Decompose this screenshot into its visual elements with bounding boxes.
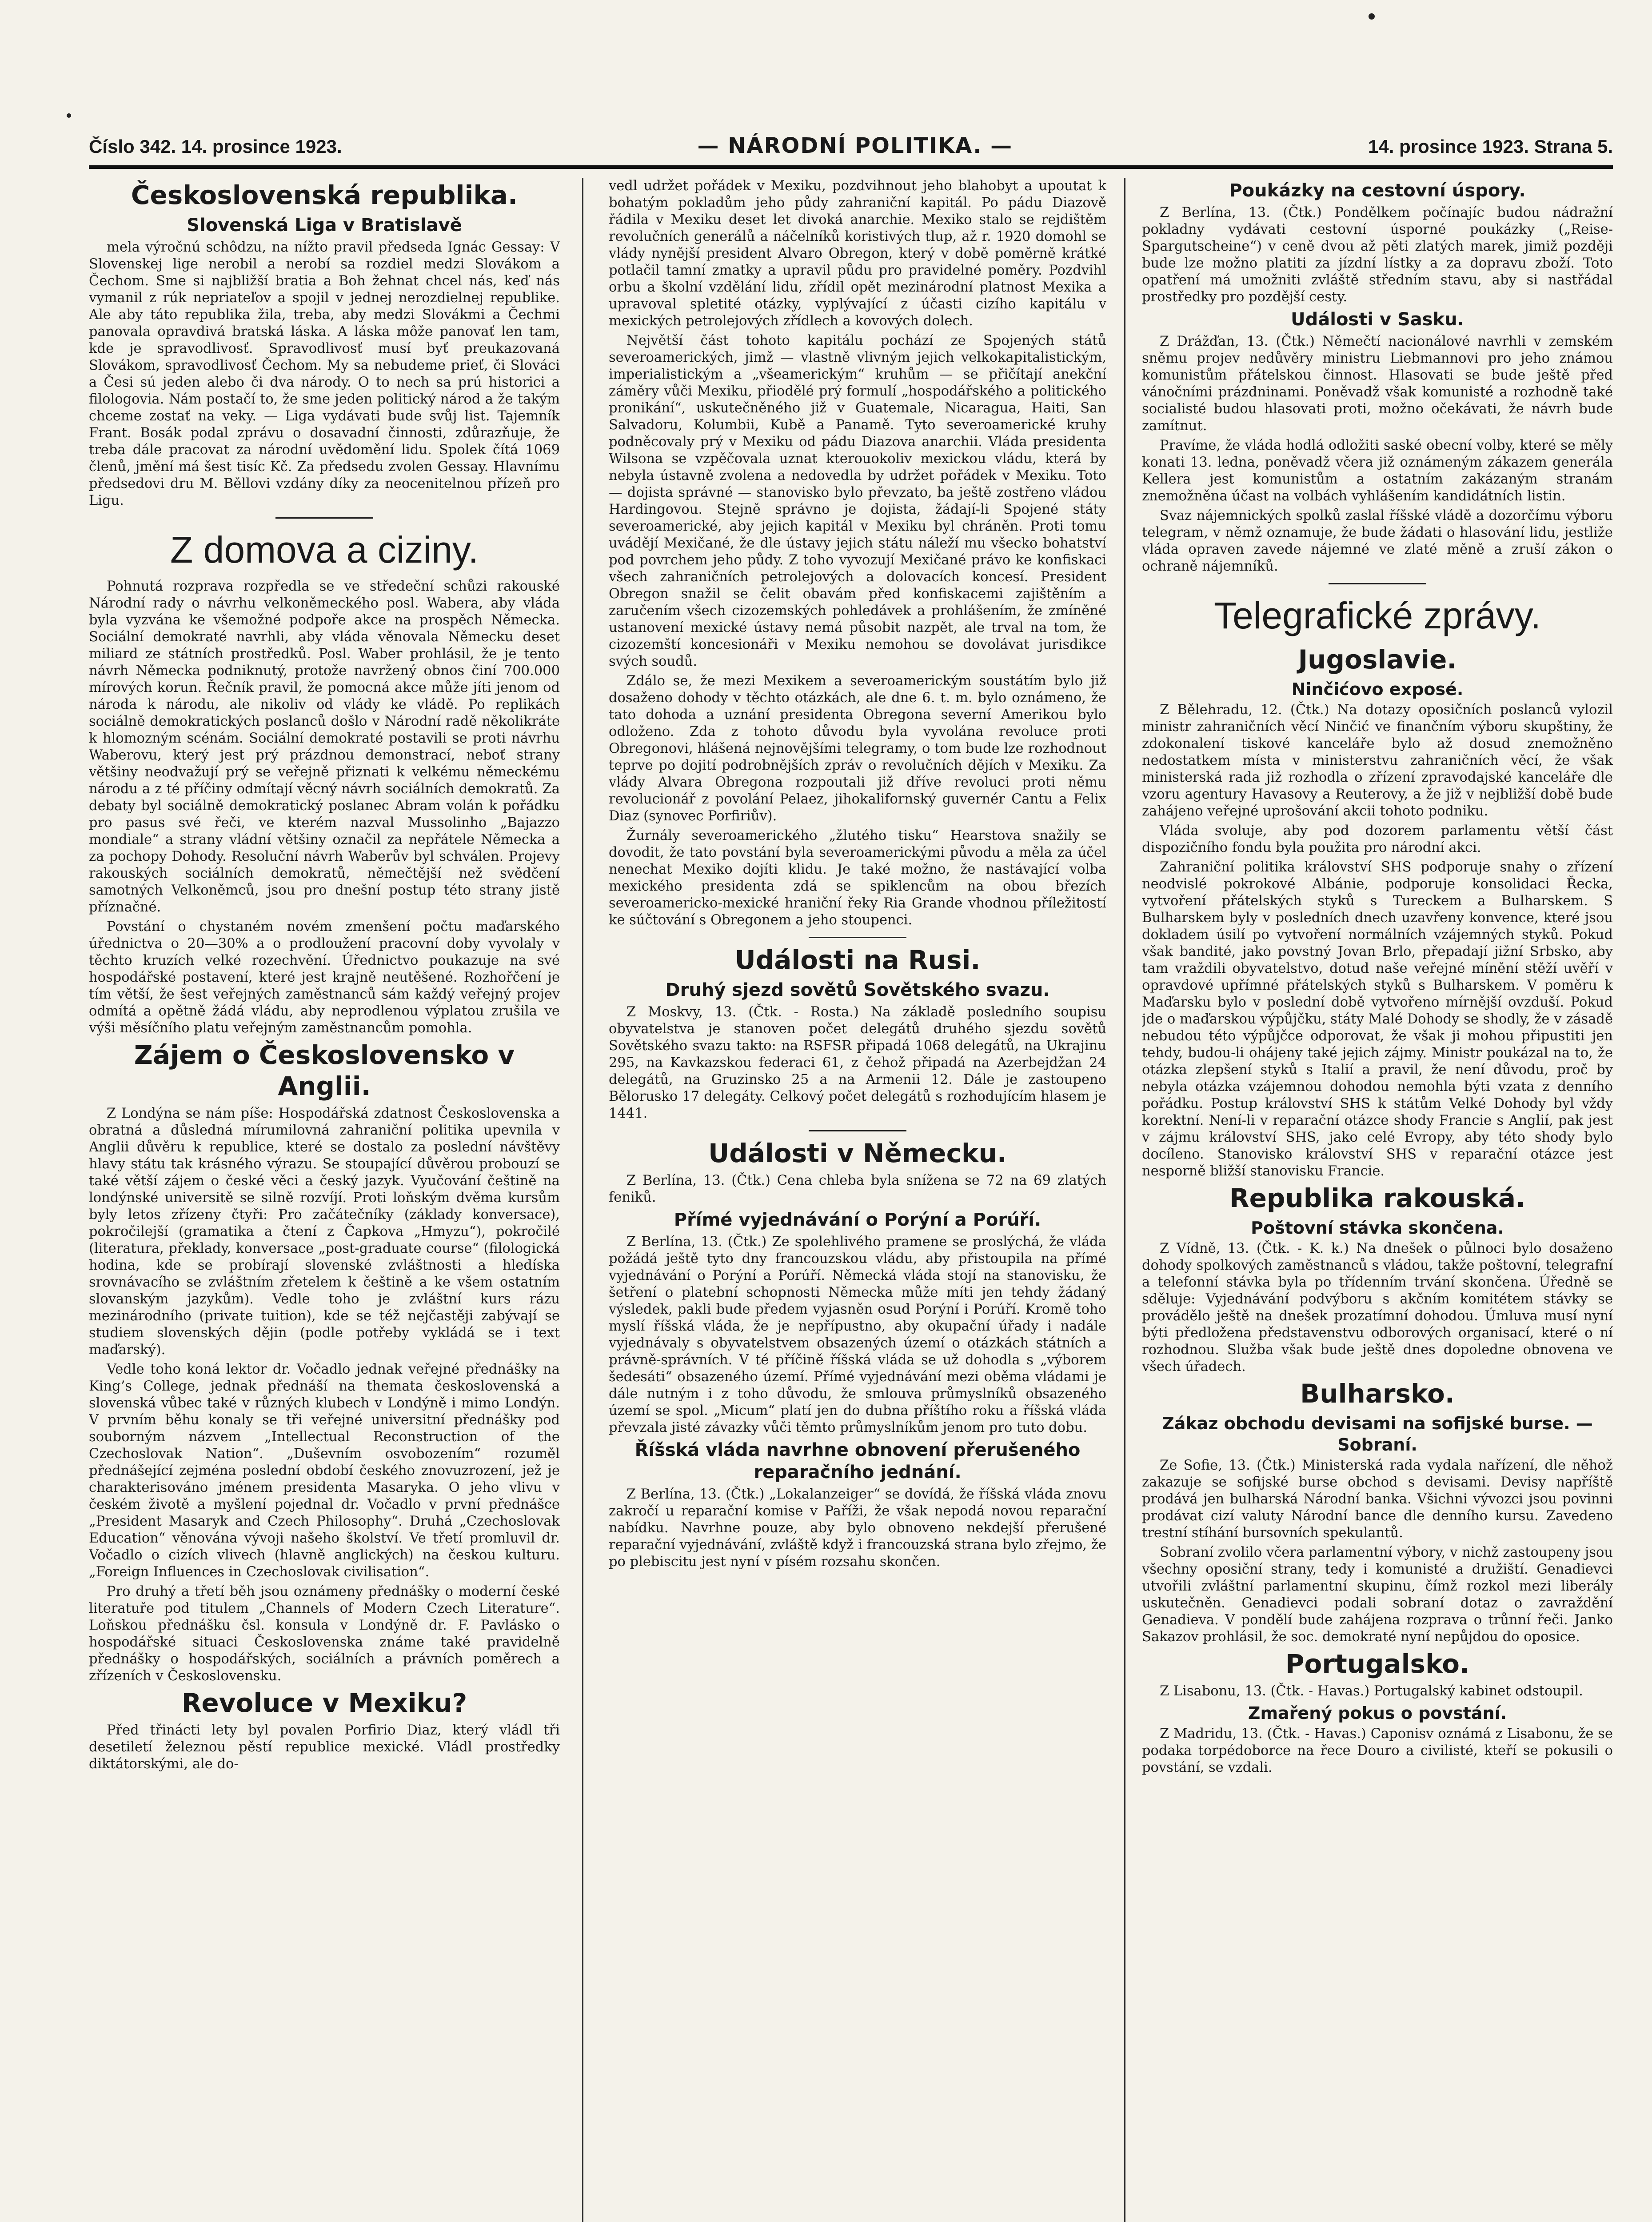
country-title: Jugoslavie. — [1298, 644, 1457, 675]
masthead — [89, 133, 1613, 160]
country-title: Portugalsko. — [1285, 1649, 1469, 1679]
article-title: Poštovní stávka skončena. — [1251, 1218, 1504, 1238]
article-paragraph: Z Berlína, 13. (Čtk.) Pondělkem počínajíc budou nádražní pokladny vydávati cestovní úsporné poukázky („Reise-Spargutscheine“) v ceně dvou až pěti zlatých marek, jimiž později bude lze možno platiti za jízdní lístky a za dopravu zboží. Toto opatření má umožniti zvláště středním stavu, aby si nastřádal prostředky pro pozdější cesty. — [1142, 205, 1613, 305]
divider — [275, 517, 373, 519]
column-3 — [1142, 178, 1613, 2222]
divider — [809, 1130, 906, 1131]
article-paragraph: Z Berlína, 13. (Čtk.) Cena chleba byla snížena se 72 na 69 zlatých feniků. — [609, 1173, 1106, 1205]
article-title: Druhý sjezd sovětů Sovětského svazu. — [665, 980, 1050, 1000]
country-title: Bulharsko. — [1300, 1379, 1455, 1409]
article-paragraph: Vedle toho koná lektor dr. Vočadlo jednak veřejné přednášky na King’s College, jednak přednáší na themata československá a slovenská vůbec také v různých klubech v Londýně i mimo Londýn. V prvním běhu konaly se tři veřejné universitní přednášky pod souborným názvem „Intellectual Reconstruction of the Czechoslovak Nation“. „Duševním osvobozením“ rozuměl přednášející zejména poslední období českého znovuzrození, jež je charakterisováno jménem presidenta Masaryka. O jeho vlivu v českém životě a myšlení pojednal dr. Vočadlo v první přednášce „President Masaryk and Czech Philosophy“. Druhá „Czechoslovak Education“ věnována vývoji našeho školství. Ve třetí promluvil dr. Vočadlo o cizích vlivech (hlavně anglických) na českou kulturu. „Foreign Influences in Czechoslovak civilisation“. — [89, 1362, 560, 1580]
article-title: Slovenská Liga v Bratislavě — [187, 215, 462, 236]
article-paragraph: Vláda svoluje, aby pod dozorem parlamentu větší část dispozičního fondu byla použita pro národní akci. — [1142, 823, 1613, 855]
article-paragraph: Žurnály severoamerického „žlutého tisku“ Hearstova snažily se dovodit, že tato povstání byla severoamerickými původu a měla za účel nenechat Mexiko dojíti klidu. Je také možno, že nastávající volba mexického presidenta zdá se spiklencům na obou březích severoamericko-mexické hraniční řeky Ria Grande vhodnou příležitostí ke súčtování s Obregonem a jeho stoupenci. — [609, 828, 1106, 928]
article-paragraph: Zdálo se, že mezi Mexikem a severoamerickým soustátím bylo již dosaženo dohody v těchto otázkách, ale dne 6. t. m. bylo oznámeno, že tato dohoda a uznání presidenta Obregona severní Amerikou bylo odloženo. Zda z tohoto důvodu byla vyvolána revoluce proti Obregonovi, hlášená nejnovějšími telegramy, o tom bude lze rozhodnout teprve po dojití podrobnějších zpráv o revolučních dějích v Mexiku. Za vlády Alvara Obregona rozpoutali již dříve revoluci proti němu revolucionář z povolání Pelaez, jihokalifornský guvernér Cantu a Felix Diaz (synovec Porfiriův). — [609, 673, 1106, 824]
article-paragraph: Pohnutá rozprava rozpředla se ve středeční schůzi rakouské Národní rady o návrhu velkoněmeckého posl. Wabera, aby vláda byla vyzvána ke všemožné podpoře akce na prospěch Německa. Sociální demokraté navrhli, aby vláda věnovala Německu deset miliard ze státních prostředků. Posl. Waber prohlásil, že je tento návrh Německa podniknutý, protože navržený obnos činí 700.000 mírových korun. Řečník pravil, že pomocná akce může jíti jenom od národa k národu, ale nikoliv od vlády ke vládě. Po replikách sociálně demokratických poslanců došlo v Národní radě několikráte k hlomozným scénám. Sociální demokraté postavili se proti návrhu Waberovu, který jest prý prázdnou demonstrací, neboť strany většiny neodvažují prý se veřejně přiznati k velkému německému národu a z té příčiny odmítají věcný návrh sociálních demokratů. Za debaty byl sociálně demokratický poslanec Abram volán k pořádku pro pasus své řeči, ve kterém nazval Mussolinho „Bajazzo mondiale“ a strany vládní většiny označil za nepřátele Německa a za pochopy Dohody. Resoluční návrh Waberův byl schválen. Projevy rakouských sociálních demokratů, němečtější než svědčení samotných Velkoněmců, jsou pro dnešní postup této strany jistě příznačné. — [89, 579, 560, 915]
article-paragraph: Z Bělehradu, 12. (Čtk.) Na dotazy oposičních poslanců vylozil ministr zahraničních věcí Ninčić ve finančním výboru skupštiny, že zdokonalení tiskové kanceláře bylo až dosud znemožněno nedostatkem místa v ministerstvu zahraničních věcí, že však ministerská rada již rozhodla o zřízení zpravodajské kanceláře dle vzoru agentury Havasovy a Reuterovy, a že již v nejbližší době bude zahájeno veřejné uprošování akcii tohoto podniku. — [1142, 702, 1613, 819]
article-paragraph: Pro druhý a třetí běh jsou oznámeny přednášky o moderní české literatuře pod titulem „Channels of Modern Czech Literature“. Loňskou přednášku čsl. konsula v Londýně dr. F. Pavlásko o hospodářské situaci Československa známe také pravidelně přednášky o hospodářských, sociálních a právních poměrech a zřízeních v Československu. — [89, 1584, 560, 1684]
print-speck-dot — [1369, 13, 1375, 20]
column-1 — [89, 178, 560, 2222]
issue-number-date: Číslo 342. 14. prosince 1923. — [89, 136, 342, 157]
article-paragraph: Sobraní zvolilo včera parlamentní výbory, v nichž zastoupeny jsou všechny oposiční strany, tedy i komunisté a družiští. Genadievci utvořili zvláštní parlamentní skupinu, čímž rozkol mezi liberály uskutečněn. Genadievci podali sobraní dotaz o zavraždění Genadieva. V pondělí bude zahájena rozprava o trůnní řeči. Janko Sakazov prohlásil, že soc. demokraté nyní nepůjdou do oposice. — [1142, 1545, 1613, 1645]
article-paragraph: Zahraniční politika království SHS podporuje snahy o zřízení neodvislé pokrokové Albánie, podporuje konsolidaci Řecka, vytvoření přátelských styků s Tureckem a Bulharskem. S Bulharskem byly v posledních dnech uzavřeny konvence, které jsou dokladem úsilí po vytvoření normálních vzájemných styků. Pokud však bandité, jako povstný Jovan Brlo, přepadají jižní Srbsko, aby tam vraždili obyvatelstvo, dotud naše veřejné mínění stěží uvěří v opravdové upřímné přátelských styků s Bulharskem. V poměru k Maďarsku bylo v poslední době vytvořeno mírnější ovzduší. Pokud jde o maďarskou výpůjčku, státy Malé Dohody se shodly, že v zásadě nebudou této výpůjčce odporovat, že však ji mohou připustiti jen tehdy, budou-li ohájeny také jejich zájmy. Ministr poukázal na to, že otázka zlepšení styků s Italií a pravil, že není důvodu, proč by nebyla otázka vzájemnou dohodou nemohla býti vzata z denního pořádku. Postup království SHS k státům Velké Dohody byl vždy korektní. Není-li v reparační otázce shody Francie s Anglií, pak jest v zájmu království SHS, jako celé Evropy, aby této shody bylo docíleno. Stanovisko království SHS v reparační otázce jest nesporně bližší stanovisku Francie. — [1142, 859, 1613, 1179]
newspaper-page — [89, 93, 1613, 2222]
article-paragraph: Ze Sofie, 13. (Čtk.) Ministerská rada vydala nařízení, dle něhož zakazuje se sofijské burse obchod s devisami. Devisy napříště prodává jen bulharská Národní banka. Všichni vývozci jsou povinni prodávat cizí valuty Národní bance dle denního kursu. Zavedeno trestní stíhání bursovních spekulantů. — [1142, 1458, 1613, 1541]
article-title: Přímé vyjednávání o Porýní a Porúří. — [674, 1210, 1041, 1230]
divider — [809, 937, 906, 938]
print-speck-dot — [67, 113, 71, 118]
section-title: Telegrafické zprávy. — [1213, 595, 1541, 636]
article-paragraph: Z Berlína, 13. (Čtk.) Ze spolehlivého pramene se proslýchá, že vláda požádá ještě tyto dny francouzskou vládu, aby přistoupila na přímé vyjednávání o Porýní a Porúří. Německá vláda stojí na stanovisku, že šetření o platební schopnosti Německa může míti jen tehdy žádaný výsledek, pakli bude předem vyjasněn osud Porýní i Porúří. Kromě toho myslí říšská vláda, že je nepřípustno, aby okupační úřady i nadále vyjednávaly s obyvatelstvem obsazených území o otázkách státních a právně-správních. V té příčině říšská vláda se už dohodla s „výborem šedesáti“ obsazeného území. Přímé vyjednávání mezi oběma vládami je dále nutným i z toho důvodu, že smlouva průmyslníků obsazeného území se spol. „Micum“ platí jen do dubna příštího roku a říšská vláda převzala jisté závazky vůči těmto průmyslníkům jenom pro tuto dobu. — [609, 1234, 1106, 1435]
article-paragraph: Z Drážďan, 13. (Čtk.) Němečtí nacionálové navrhli v zemském sněmu projev nedůvěry ministru Liebmannovi pro jeho známou komunistům přátelskou činnost. Hlasovati se bude ještě před vánočními prázdninami. Poněvadž však komunisté a rozhodně také socialisté budou hlasovati proti, možno očekávati, že návrh bude zamítnut. — [1142, 334, 1613, 434]
article-title: Události v Sasku. — [1291, 309, 1464, 330]
article-title: Zmařený pokus o povstání. — [1248, 1703, 1507, 1723]
masthead-rule — [89, 165, 1613, 169]
section-title: Československá republika. — [131, 180, 518, 210]
article-paragraph: Z Londýna se nám píše: Hospodářská zdatnost Československa a obratná a důsledná mírumilovná zahraniční politika upevnila v Anglii důvěru k republice, které se dostalo za poslední návštěvy hlavy státu tak krásného výrazu. Se stoupající důvěrou probouzí se také větší zájem o české věci a český jazyk. Vyučování češtině na londýnské universitě se silně rozvíjí. Proti loňským dvěma kursům byly letos zřízeny čtyři: Pro začátečníky (základy konversace), pokročilejší (gramatika a čtení z Čapkova „Hmyzu“), pokročilé (literatura, překlady, konversace „post-graduate course“ (filologická hodina, kde se probírají slovenské zvláštnosti a hledíska srovnávacího se zvláštním zřetelem k češtině a ke všem ostatním slovanským jazykům). Vedle toho je zvláštní kurs rázu mezinárodního (private tuition), kde se též nejčastěji zabývají se studiem slovenských dějin (podle potřeby vykládá se i text maďarský). — [89, 1106, 560, 1358]
column-divider — [1124, 178, 1125, 2222]
article-paragraph: Před třinácti lety byl povalen Porfirio Diaz, který vládl tři desetiletí železnou pěstí republice mexické. Vládl prostředky diktátorskými, ale do- — [89, 1722, 560, 1772]
country-title: Republika rakouská. — [1229, 1183, 1526, 1213]
section-title: Události na Rusi. — [734, 945, 981, 975]
article-paragraph: Z Lisabonu, 13. (Čtk. - Havas.) Portugalský kabinet odstoupil. — [1160, 1683, 1583, 1699]
article-paragraph: vedl udržet pořádek v Mexiku, pozdvihnout jeho blahobyt a upoutat k bohatým pokladům jeho půdy zahraniční kapitál. Po pádu Diazově řádila v Mexiku deset let divoká anarchie. Mexiko stalo se rejdištěm revolučních generálů a náčelníků koristivých tlup, až r. 1920 domohl se vlády nynější president Alvaro Obregon, který v době poměrně krátké potlačil tamní zmatky a upravil půdu pro pravidelné poměry. Pozdvihl orbu a školní vzdělání lidu, zřídil opět mezinárodní platnost Mexika a upravoval spletité otázky, vyplývající z účasti cizího kapitálu v mexických petrolejových zřídlech a kovových dolech. — [609, 178, 1106, 329]
newspaper-title: — NÁRODNÍ POLITIKA. — — [697, 133, 1013, 158]
article-title: Poukázky na cestovní úspory. — [1229, 180, 1526, 201]
article-paragraph: Z Vídně, 13. (Čtk. - K. k.) Na dnešek o půlnoci bylo dosaženo dohody spolkových zaměstnanců s vládou, takže poštovní, telegrafní a telefonní stávka byla po třídenním trvání skončena. Úředně se sděluje: Vyjednávání podvýboru s akčním komitétem stávky se provádělo ještě na dnešek prozatímní dohodou. Úmluva musí nyní býti předložena představenstvu odborových organisací, které o ní rozhodnou. Služba však bude ještě dnes dopoledne obnovena ve všech úřadech. — [1142, 1241, 1613, 1375]
article-paragraph: Svaz nájemnických spolků zaslal říšské vládě a dozorčímu výboru telegram, v němž oznamuje, že bude žádati o hlasování lidu, jestliže vláda opraven zavede nájemné ve zlaté měně a zruší zákon o ochraně nájemníků. — [1142, 508, 1613, 574]
article-paragraph: Z Moskvy, 13. (Čtk. - Rosta.) Na základě posledního soupisu obyvatelstva je stanoven počet delegátů druhého sjezdu sovětů Sovětského svazu takto: na RSFSR připadá 1068 delegátů, na Ukrajinu 295, na Kavkazskou federaci 61, z čehož připadá na Azerbejdžan 24 delegátů, na Gruzinsko 25 a na Armenii 12. Dále je zastoupeno Bělorusko 17 delegáty. Celkový počet delegátů s rozhodujícím hlasem je 1441. — [609, 1004, 1106, 1121]
article-title: Říšská vláda navrhne obnovení přerušeného reparačního jednání. — [634, 1440, 1081, 1483]
article-title: Zákaz obchodu devisami na sofijské burse. — Sobraní. — [1162, 1414, 1593, 1455]
article-paragraph: Povstání o chystaném novém zmenšení počtu maďarského úřednictva o 20—30% a o prodloužení pracovní doby vyvolaly v těchto kruzích velké rozechvění. Úřednictvo poukazuje na své hospodářské postavení, které jest krajně neutěšené. Rozhořčení je tím větší, že šest veřejných zaměstnanců sám každý veřejný projev odmítá a opětně žádá vládu, aby neprodlenou výplatou zrušila ve výši měsíčního platu veřejným zaměstnancům pomohla. — [89, 919, 560, 1036]
section-title: Události v Německu. — [708, 1138, 1007, 1168]
article-title: Ninčićovo exposé. — [1291, 679, 1464, 699]
column-2 — [609, 178, 1106, 2222]
column-divider — [582, 178, 583, 2222]
article-paragraph: Z Madridu, 13. (Čtk. - Havas.) Caponisv oznámá z Lisabonu, že se podaka torpédoborce na řece Douro a civilisté, kteří se pokusili o povstání, se vzdali. — [1142, 1726, 1613, 1775]
article-paragraph: Pravíme, že vláda hodlá odložiti saské obecní volby, které se měly konati 13. ledna, poněvadž včera již oznámeným zákazem generála Kellera jest komunistům a ostatním zakázaným stranám znemožněna účast na volbách vyhlášením kandidátních listin. — [1142, 438, 1613, 504]
article-paragraph: Z Berlína, 13. (Čtk.) „Lokalanzeiger“ se dovídá, že říšská vláda znovu zakročí u reparační komise v Paříži, že však nepodá novou reparační nabídku. Navrhne pouze, aby bylo obnoveno nekdejší přerušené reparační vyjednávání, zvláště když i francouzská strana bylo zřejmo, že po plebiscitu jest nyní v písém rozsahu skončen. — [609, 1487, 1106, 1570]
divider — [1329, 583, 1426, 584]
date-page-number: 14. prosince 1923. Strana 5. — [1368, 136, 1613, 157]
article-title: Revoluce v Mexiku? — [181, 1688, 467, 1718]
section-title: Z domova a ciziny. — [170, 529, 479, 571]
article-title: Zájem o Československo v Anglii. — [134, 1040, 515, 1101]
article-paragraph: mela výročnú schôdzu, na nížto pravil předseda Ignác Gessay: V Slovenskej lige nerobil a nerobí sa rozdiel medzi Slovákom a Čechom. Sme si najbližší bratia a Boh žehnat chcel nás, keď nás vymanil z rúk nepriateľov a spojil v jednej nerozdielnej republike. Ale aby táto republika žila, treba, aby medzi Slovákmi a Čechmi panovala opravdivá bratská láska. A láska môže panovať len tam, kde je spravodlivosť. Spravodlivosť musí byť preukazovaná Slovákom, spravodlivosť Čechom. My sa nebudeme prieť, či Slováci a Česi sú jeden alebo či dva národy. O to nech sa prú historici a filologovia. Nám postačí to, že sme jeden politický národ a že takým chceme zostať na veky. — Liga vydávati bude svůj list. Tajemník Frant. Bosák podal zprávu o dosavadní činnosti, zdůrazňuje, že treba dále pracovat za národní uvědomění lidu. Spolek čítá 1069 členů, jmění má šest tisíc Kč. Za předsedu zvolen Gessay. Hlavnímu předsedovi dru M. Běllovi vzdány díky za neocenitelnou přízeň pro Ligu. — [89, 240, 560, 508]
article-paragraph: Největší část tohoto kapitálu pochází ze Spojených států severoamerických, jimž — vlastně vlivným jejich velkokapitalistickým, imperialistickým a „všeamerickým“ kruhům — se přičítají anekční záměry vůči Mexiku, přiodělé prý formulí „hospodářského a politického pronikání“, uskutečněného již v Guatemale, Nicaragua, Haiti, San Salvadoru, Kolumbii, Kubě a Panamě. Tyto severoamerické kruhy podněcovaly prý v Mexiku od pádu Diazova anarchii. Vláda presidenta Wilsona se vzpěčovala uznat kterouokoliv mexickou vládu, která by nebyla ústavně zvolena a nedovedla by udržet pořádek v Mexiku. Toto — dojista správné — stanovisko bylo převzato, ba ještě zostřeno vládou Hardingovou. Stejně správno je dojista, žádají-li Spojené státy severoamerické, aby jejich kapitál v Mexiku byl chráněn. Proti tomu uvádějí Mexičané, že dle ústavy jejich státu náleží mu všecko bohatství pod povrchem jeho půdy. Z toho vyvozují Mexičané právo ke konfiskaci všech zahraničních petrolejových a dolovacích koncesí. President Obregon snažil se čelit obavám před konfiskacemi zajištěním a zaručením všech cizozemských pohledávek a prohlášením, že zmíněné ustanovení mexické ústavy nemá působit nazpět, ale trval na tom, že cizozemští koncesionáři v Mexiku nemohou se dovolávat jurisdikce svých soudů. — [609, 333, 1106, 669]
